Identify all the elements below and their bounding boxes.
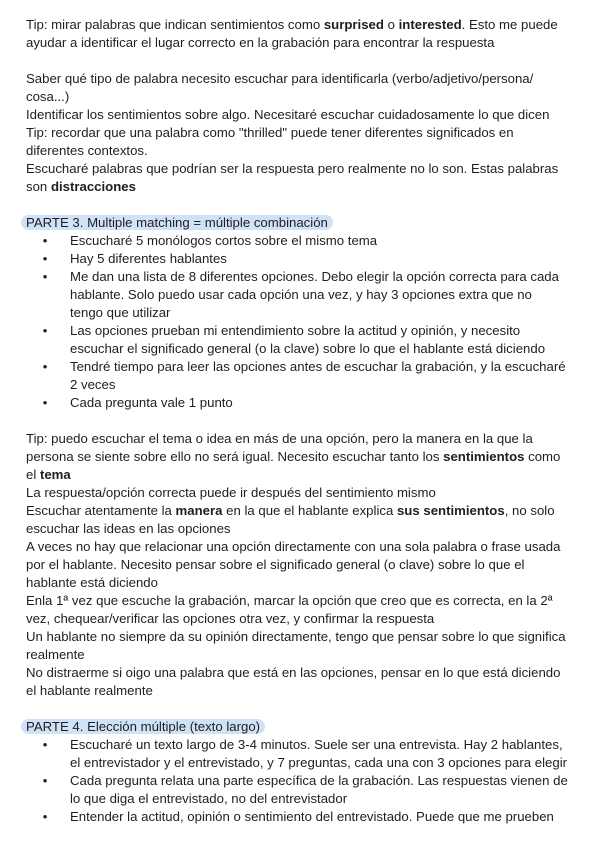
bullet-icon: • bbox=[42, 359, 48, 374]
list-item: • Las opciones prueban mi entendimiento sobre la actitud y opinión, y necesito escuchar el significado general (o la clave) sobre lo que el hablante está diciendo bbox=[26, 322, 574, 358]
bullet-icon: • bbox=[42, 773, 48, 788]
parte-4-bullet-list bbox=[26, 736, 574, 826]
paragraph-listen-manner: Escuchar atentamente la manera en la que el hablante explica sus sentimientos, no solo escuchar las ideas en las opciones bbox=[26, 503, 555, 536]
tip-thrilled: Tip: recordar que una palabra como "thrilled" puede tener diferentes significados en diferentes contextos. bbox=[26, 125, 514, 158]
parte-3-bullet-list bbox=[26, 232, 574, 412]
list-item: • Tendré tiempo para leer las opciones antes de escuchar la grabación, y la escucharé 2 veces bbox=[26, 358, 574, 394]
paragraph-first-second-listen: Enla 1ª vez que escuche la grabación, marcar la opción que creo que es correcta, en la 2ª vez, chequear/verificar las opciones otra vez, y confirmar la respuesta bbox=[26, 593, 553, 626]
paragraph-identify-feelings: Identificar los sentimientos sobre algo. Necesitaré escuchar cuidadosamente lo que dicen bbox=[26, 107, 550, 122]
paragraph-answer-after: La respuesta/opción correcta puede ir después del sentimiento mismo bbox=[26, 485, 436, 500]
bullet-icon: • bbox=[42, 233, 48, 248]
paragraph-word-type: Saber qué tipo de palabra necesito escuchar para identificarla (verbo/adjetivo/persona/ cosa...) bbox=[26, 71, 534, 104]
paragraph-no-distraction: No distraerme si oigo una palabra que está en las opciones, pensar en lo que está diciendo el hablante realmente bbox=[26, 665, 561, 698]
bullet-icon: • bbox=[42, 395, 48, 410]
bullet-icon: • bbox=[42, 323, 48, 338]
list-item: • Escucharé 5 monólogos cortos sobre el mismo tema bbox=[26, 232, 574, 250]
list-item: • Cada pregunta vale 1 punto bbox=[26, 394, 574, 412]
paragraph-general-meaning: A veces no hay que relacionar una opción directamente con una sola palabra o frase usada por el hablante. Necesito pensar sobre el significado general (o clave) sobre lo que el hablante está diciendo bbox=[26, 539, 561, 590]
tip-theme-feelings: Tip: puedo escuchar el tema o idea en más de una opción, pero la manera en la que la persona se siente sobre ello no será igual. Necesito escuchar tanto los sentimientos como el tema bbox=[26, 431, 561, 482]
paragraph-indirect-opinion: Un hablante no siempre da su opinión directamente, tengo que pensar sobre lo que significa realmente bbox=[26, 629, 566, 662]
list-item: • Me dan una lista de 8 diferentes opciones. Debo elegir la opción correcta para cada hablante. Solo puedo usar cada opción una vez, y hay 3 opciones extra que no tengo que utilizar bbox=[26, 268, 574, 322]
list-item: • Hay 5 diferentes hablantes bbox=[26, 250, 574, 268]
section-heading-parte-4: PARTE 4. Elección múltiple (texto largo) bbox=[26, 718, 574, 736]
list-item: • Entender la actitud, opinión o sentimiento del entrevistado. Puede que me prueben bbox=[26, 808, 574, 826]
paragraph-distractions: Escucharé palabras que podrían ser la respuesta pero realmente no lo son. Estas palabras son distracciones bbox=[26, 161, 559, 194]
list-item: • Cada pregunta relata una parte específica de la grabación. Las respuestas vienen de lo que diga el entrevistado, no del entrevistador bbox=[26, 772, 574, 808]
tip-feelings: Tip: mirar palabras que indican sentimientos como surprised o interested. Esto me puede ayudar a identificar el lugar correcto en la grabación para encontrar la respuesta bbox=[26, 17, 558, 50]
list-item: • Escucharé un texto largo de 3-4 minutos. Suele ser una entrevista. Hay 2 hablantes, el entrevistador y el entrevistado, y 7 preguntas, cada una con 3 opciones para elegir bbox=[26, 736, 574, 772]
bullet-icon: • bbox=[42, 737, 48, 752]
section-heading-parte-3: PARTE 3. Multiple matching = múltiple combinación bbox=[26, 214, 574, 232]
bullet-icon: • bbox=[42, 809, 48, 824]
bullet-icon: • bbox=[42, 251, 48, 266]
bullet-icon: • bbox=[42, 269, 48, 284]
